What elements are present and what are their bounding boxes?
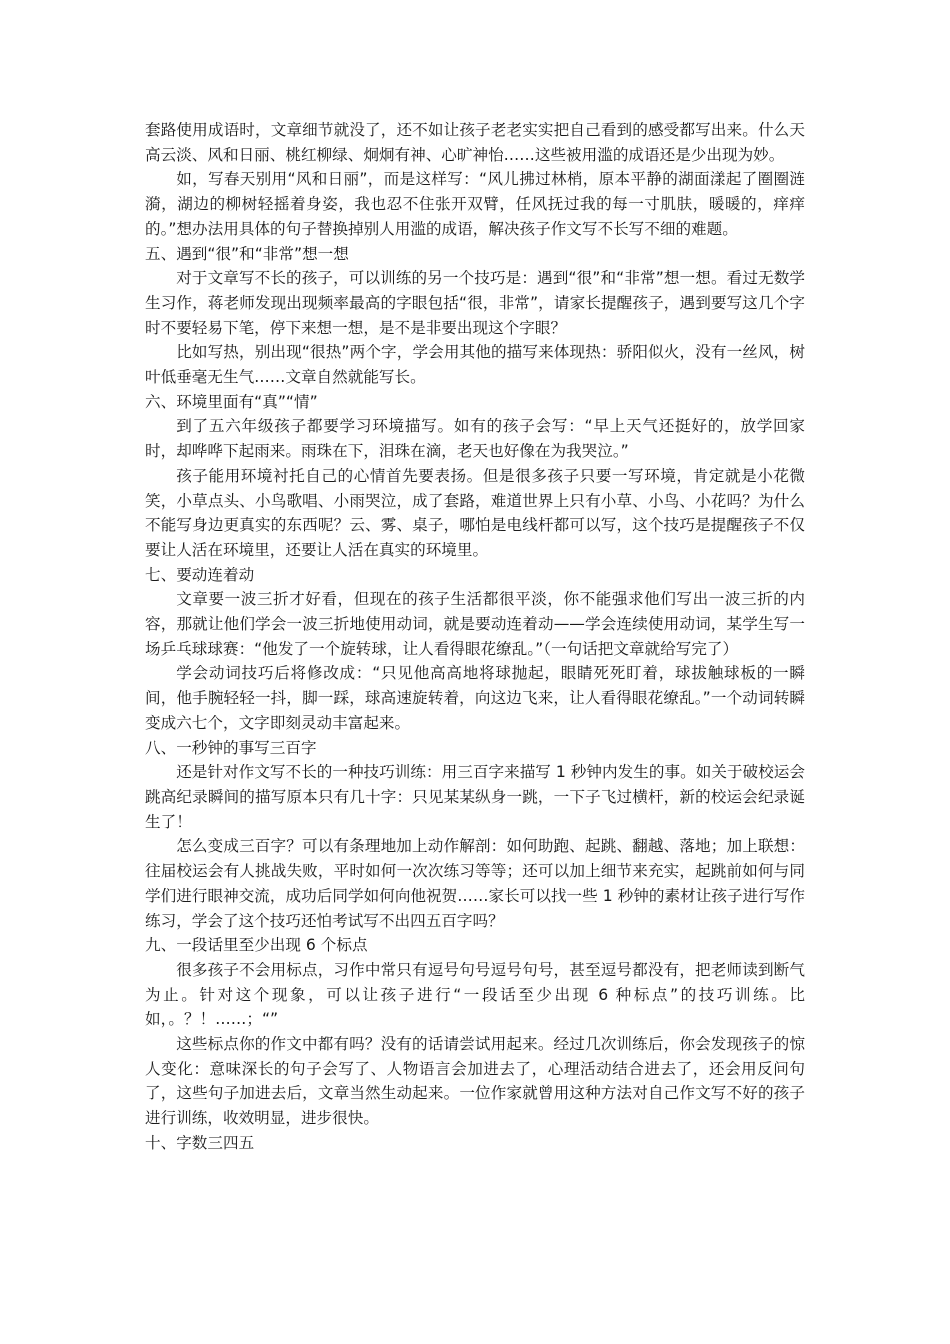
body-paragraph: 比如写热，别出现“很热”两个字，学会用其他的描写来体现热：骄阳似火，没有一丝风，树叶低垂毫无生气……文章自然就能写长。 xyxy=(145,343,805,387)
body-paragraph: 这些标点你的作文中都有吗？没有的话请尝试用起来。经过几次训练后，你会发现孩子的惊人变化：意味深长的句子会写了、人物语言会加进去了，心理活动结合进去了，还会用反问句了，这些句子加进去后，文章当然生动起来。一位作家就曾用这种方法对自己作文写不好的孩子进行训练，收效明显，进步很快。 xyxy=(145,1035,805,1128)
body-paragraph: 学会动词技巧后将修改成：“只见他高高地将球抛起，眼睛死死盯着，球拔触球板的一瞬间，他手腕轻轻一抖，脚一踩，球高速旋转着，向这边飞来，让人看得眼花缭乱。”一个动词转瞬变成六七个，文字即刻灵动丰富起来。 xyxy=(145,664,805,732)
section-heading-7: 七、要动连着动 xyxy=(145,565,255,584)
body-paragraph: 孩子能用环境衬托自己的心情首先要表扬。但是很多孩子只要一写环境，肯定就是小花微笑，小草点头、小鸟歌唱、小雨哭泣，成了套路，难道世界上只有小草、小鸟、小花吗？为什么不能写身边更真实的东西呢？云、雾、桌子，哪怕是电线杆都可以写，这个技巧是提醒孩子不仅要让人活在环境里，还要让人活在真实的环境里。 xyxy=(145,466,805,559)
body-paragraph: 如，写春天别用“风和日丽”，而是这样写：“风儿拂过林梢，原本平静的湖面漾起了圈圈涟漪，湖边的柳树轻摇着身姿，我也忍不住张开双臂，任风抚过我的每一寸肌肤，暖暖的，痒痒的。”想办法用具体的句子替换掉别人用滥的成语，解决孩子作文写不长写不细的难题。 xyxy=(145,170,805,238)
body-paragraph: 文章要一波三折才好看，但现在的孩子生活都很平淡，你不能强求他们写出一波三折的内容，那就让他们学会一波三折地使用动词，就是要动连着动——学会连续使用动词，某学生写一场乒乓球球赛：“他发了一个旋转球，让人看得眼花缭乱。”（一句话把文章就给写完了） xyxy=(145,590,805,658)
body-paragraph: 怎么变成三百字？可以有条理地加上动作解剖：如何助跑、起跳、翻越、落地；加上联想：往届校运会有人挑战失败，平时如何一次次练习等等；还可以加上细节来充实，起跳前如何与同学们进行眼神交流，成功后同学如何向他祝贺……家长可以找一些 1 秒钟的素材让孩子进行写作练习，学会了这个技巧还怕考试写不出四五百字吗？ xyxy=(145,837,805,930)
body-paragraph: 很多孩子不会用标点，习作中常只有逗号句号逗号句号，甚至逗号都没有，把老师读到断气为止。针对这个现象，可以让孩子进行“一段话至少出现 6 种标点”的技巧训练。比如，。？！……；“” xyxy=(145,960,805,1029)
section-heading-8: 八、一秒钟的事写三百字 xyxy=(145,738,317,757)
body-paragraph: 到了五六年级孩子都要学习环境描写。如有的孩子会写：“早上天气还挺好的，放学回家时，却哗哗下起雨来。雨珠在下，泪珠在滴，老天也好像在为我哭泣。” xyxy=(145,417,805,461)
continuation-paragraph: 套路使用成语时，文章细节就没了，还不如让孩子老老实实把自己看到的感受都写出来。什么天高云淡、风和日丽、桃红柳绿、炯炯有神、心旷神怡……这些被用滥的成语还是少出现为妙。 xyxy=(145,121,805,164)
body-paragraph: 对于文章写不长的孩子，可以训练的另一个技巧是：遇到“很”和“非常”想一想。看过无数学生习作，蒋老师发现出现频率最高的字眼包括“很，非常”，请家长提醒孩子，遇到要写这几个字时不要轻易下笔，停下来想一想，是不是非要出现这个字眼？ xyxy=(145,269,805,337)
section-heading-5: 五、遇到“很”和“非常”想一想 xyxy=(145,244,349,263)
section-heading-10: 十、字数三四五 xyxy=(145,1133,255,1152)
body-paragraph: 还是针对作文写不长的一种技巧训练：用三百字来描写 1 秒钟内发生的事。如关于破校运会跳高纪录瞬间的描写原本只有几十字：只见某某纵身一跳，一下子飞过横杆，新的校运会纪录诞生了！ xyxy=(145,763,805,831)
section-heading-9: 九、一段话里至少出现 6 个标点 xyxy=(145,936,368,955)
section-heading-6: 六、环境里面有“真”“情” xyxy=(145,392,318,411)
